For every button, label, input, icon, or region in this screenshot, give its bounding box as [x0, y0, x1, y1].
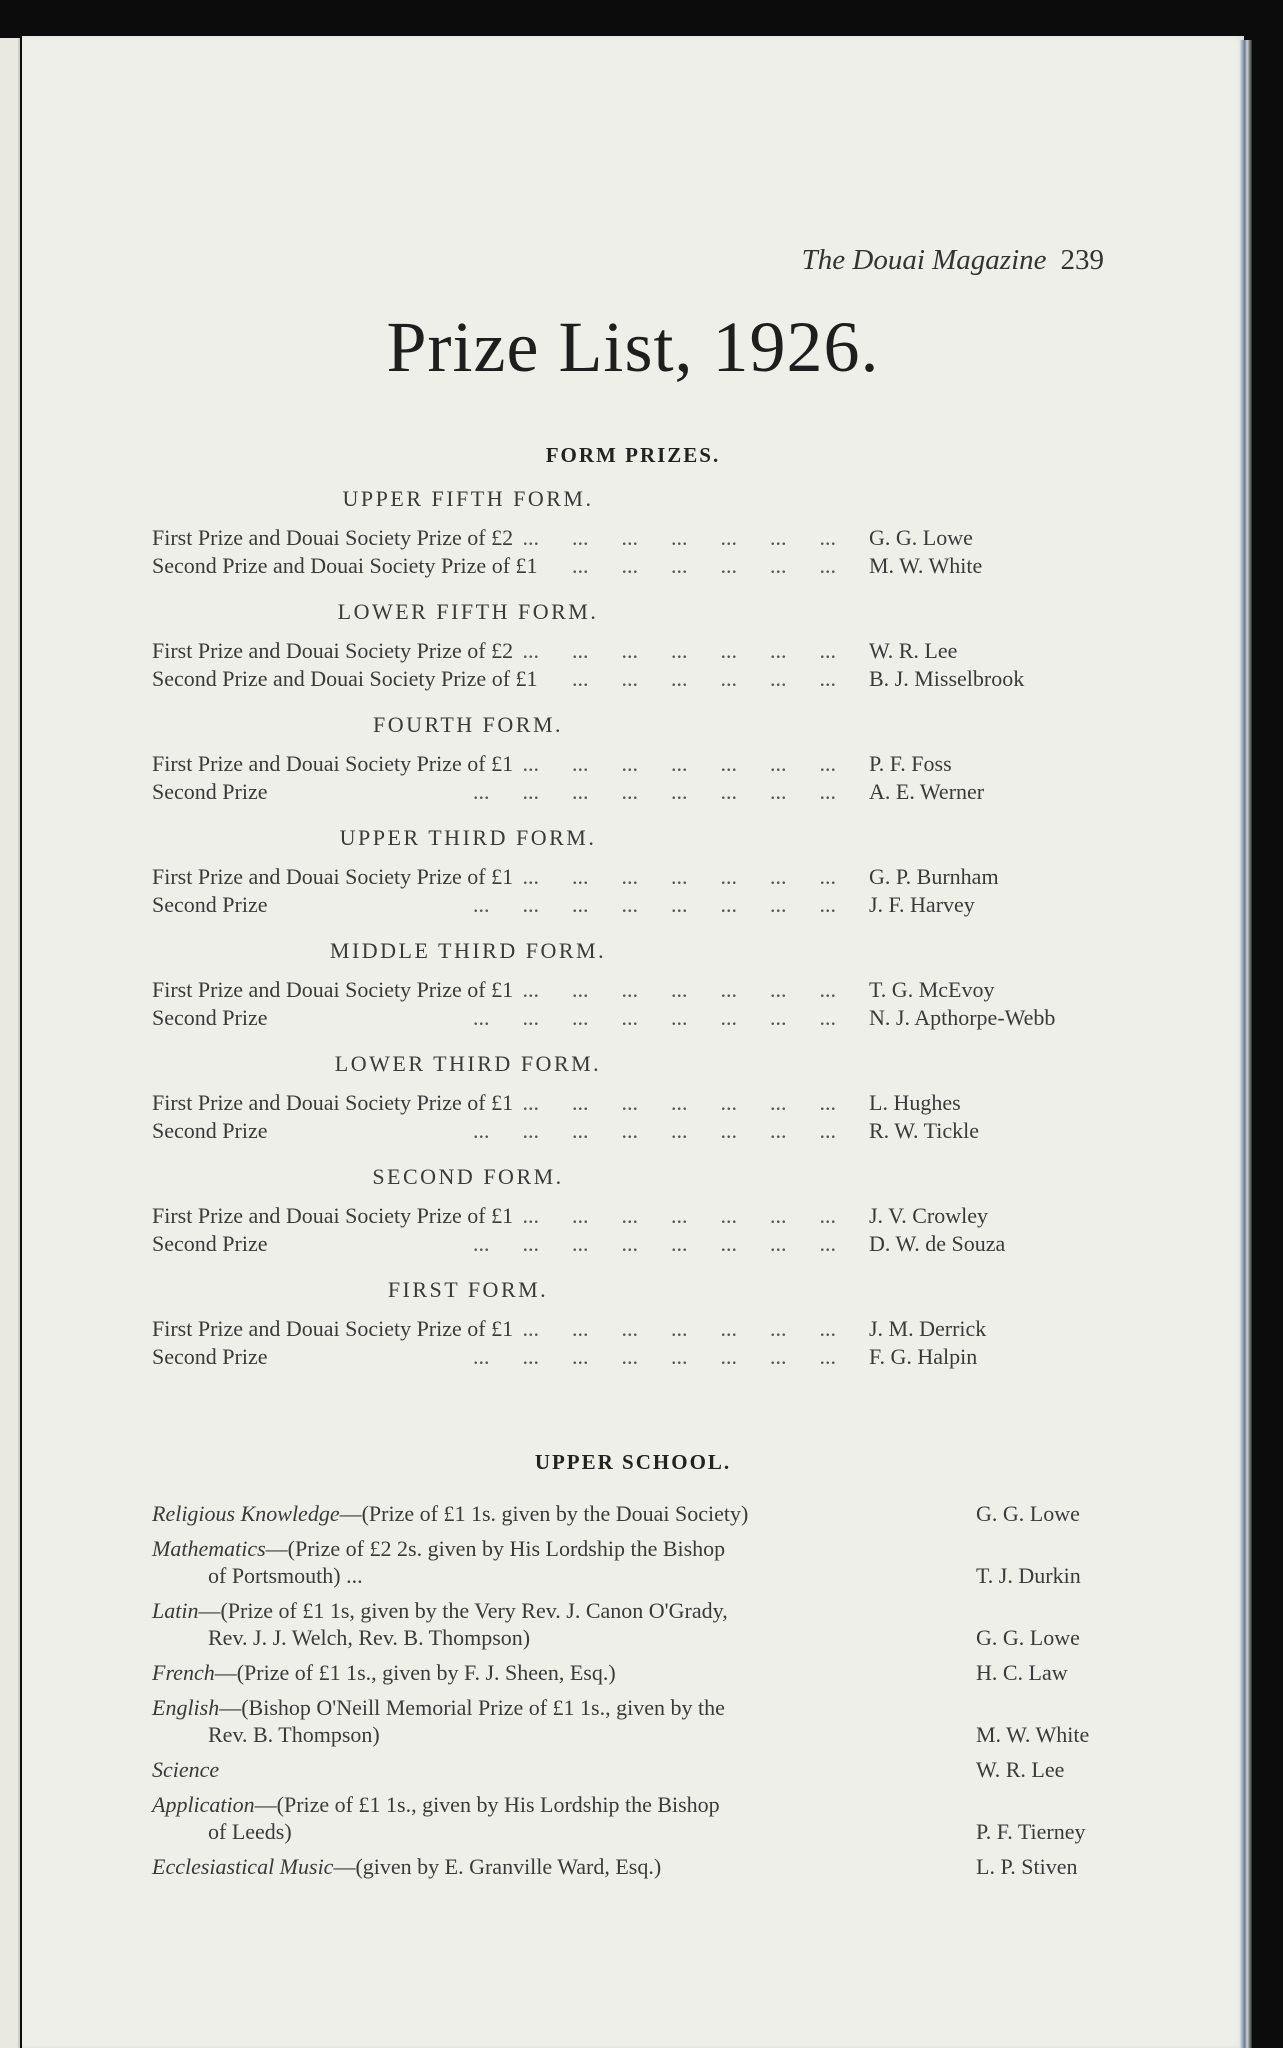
dot-leader: [513, 1315, 846, 1343]
dot-leader: [267, 1004, 846, 1032]
previous-page-edge: [0, 38, 20, 2048]
upper-school-heading: UPPER SCHOOL.: [534, 1450, 732, 1474]
dot-leader: [538, 552, 846, 580]
prize-winner: W. R. Lee: [869, 638, 958, 663]
prize-description: —(given by E. Granville Ward, Esq.): [333, 1854, 662, 1879]
prize-subject: Latin: [152, 1598, 199, 1623]
prize-description: —(Bishop O'Neill Memorial Prize of £1 1s., given by the: [219, 1695, 725, 1720]
prize-winner: J. V. Crowley: [869, 1203, 988, 1228]
prize-row: [152, 665, 1025, 693]
prize-subject: Mathematics: [152, 1536, 266, 1561]
prize-winner: G. G. Lowe: [976, 1625, 1080, 1650]
prize-subject: French: [152, 1660, 215, 1685]
form-name: LOWER THIRD FORM.: [334, 1051, 602, 1076]
upper-school-list: [152, 1500, 1152, 1888]
prize-row: [152, 524, 973, 552]
prize-description-cont: of Portsmouth) ...: [208, 1563, 363, 1588]
page-title: Prize List, 1926.: [386, 307, 880, 387]
form-name: FIRST FORM.: [387, 1277, 549, 1302]
form-name: SECOND FORM.: [372, 1164, 564, 1189]
prize-label: Second Prize: [152, 1004, 268, 1030]
prize-row: [152, 891, 975, 919]
form-section: [152, 599, 1152, 692]
prize-description-cont: Rev. B. Thompson): [208, 1722, 380, 1747]
upper-school-entry: [152, 1853, 1078, 1880]
upper-school-entry: [152, 1597, 1080, 1651]
prize-description: —(Prize of £1 1s. given by the Douai Society): [339, 1501, 749, 1526]
prize-winner: P. F. Foss: [869, 751, 952, 776]
prize-row: [152, 552, 983, 580]
entry-line: [152, 1694, 952, 1721]
prize-row: [152, 1004, 1056, 1032]
prize-label: First Prize and Douai Society Prize of £2: [152, 525, 514, 550]
entry-line: [152, 1721, 952, 1748]
prize-winner: W. R. Lee: [976, 1757, 1065, 1782]
entry-line: [152, 1535, 952, 1562]
dot-leader: [513, 637, 846, 665]
upper-school-entry: [152, 1659, 1068, 1686]
running-header: [802, 244, 1104, 277]
prize-winner: G. P. Burnham: [869, 864, 999, 889]
entry-line: [152, 1562, 952, 1589]
page: [22, 36, 1244, 2048]
prize-row: [152, 1202, 988, 1230]
prize-label: Second Prize and Douai Society Prize of £1: [152, 665, 538, 691]
prize-subject: English: [152, 1695, 220, 1720]
dot-leader: [267, 778, 846, 806]
form-section: [152, 1051, 1152, 1144]
form-section: [152, 1277, 1152, 1370]
upper-school-entry: [152, 1535, 1081, 1589]
prize-winner: G. G. Lowe: [869, 525, 973, 550]
prize-label: Second Prize: [152, 778, 268, 804]
prize-description: —(Prize of £1 1s, given by the Very Rev. J. Canon O'Grady,: [198, 1598, 728, 1623]
dot-leader: [267, 1230, 846, 1258]
prize-winner: D. W. de Souza: [869, 1230, 1006, 1256]
prize-winner: P. F. Tierney: [976, 1819, 1086, 1844]
prize-label: Second Prize: [152, 1343, 268, 1369]
prize-winner: J. M. Derrick: [869, 1316, 987, 1341]
prize-winner: A. E. Werner: [869, 778, 985, 804]
prize-subject: Religious Knowledge: [152, 1501, 340, 1526]
prize-winner: T. G. McEvoy: [869, 977, 995, 1002]
dot-leader: [513, 1089, 846, 1117]
prize-label: First Prize and Douai Society Prize of £1: [152, 864, 514, 889]
prize-subject: Science: [152, 1757, 220, 1782]
form-name: MIDDLE THIRD FORM.: [329, 938, 607, 963]
form-name: LOWER FIFTH FORM.: [337, 599, 599, 624]
prize-winner: R. W. Tickle: [869, 1117, 980, 1143]
dot-leader: [267, 1117, 846, 1145]
entry-line: [152, 1597, 952, 1624]
entry-line: [152, 1659, 952, 1686]
form-prizes-heading: FORM PRIZES.: [545, 443, 721, 467]
entry-line: [152, 1791, 952, 1818]
prize-row: [152, 778, 985, 806]
prize-label: Second Prize: [152, 1117, 268, 1143]
prize-row: [152, 1230, 1006, 1258]
prize-subject: Application: [152, 1792, 255, 1817]
form-section: [152, 486, 1152, 579]
form-name: UPPER FIFTH FORM.: [342, 486, 594, 511]
dot-leader: [538, 665, 846, 693]
upper-school-entry: [152, 1500, 1080, 1527]
prize-label: First Prize and Douai Society Prize of £1: [152, 1090, 514, 1115]
prize-row: [152, 1117, 980, 1145]
prize-row: [152, 976, 995, 1004]
prize-winner: B. J. Misselbrook: [869, 665, 1025, 691]
prize-row: [152, 1343, 978, 1371]
form-section: [152, 712, 1152, 805]
prize-description: —(Prize of £1 1s., given by His Lordship the Bishop: [254, 1792, 720, 1817]
dot-leader: [513, 863, 846, 891]
prize-winner: M. W. White: [869, 552, 983, 578]
book-edge: [1240, 40, 1252, 2048]
form-section: [152, 825, 1152, 918]
prize-row: [152, 637, 958, 665]
prize-description: —(Prize of £2 2s. given by His Lordship the Bishop: [265, 1536, 726, 1561]
form-section: [152, 1164, 1152, 1257]
entry-line: [152, 1853, 952, 1880]
prize-label: Second Prize: [152, 1230, 268, 1256]
page-number: 239: [1060, 244, 1104, 276]
prize-winner: L. P. Stiven: [976, 1854, 1078, 1879]
prize-winner: M. W. White: [976, 1722, 1090, 1747]
prize-description-cont: Rev. J. J. Welch, Rev. B. Thompson): [208, 1625, 531, 1650]
prize-label: First Prize and Douai Society Prize of £1: [152, 751, 514, 776]
upper-school-entry: [152, 1791, 1086, 1845]
dot-leader: [513, 750, 846, 778]
form-prizes-list: [152, 486, 1152, 1390]
entry-line: [152, 1818, 952, 1845]
prize-description: —(Prize of £1 1s., given by F. J. Sheen, Esq.): [214, 1660, 616, 1685]
dot-leader: [267, 1343, 846, 1371]
prize-winner: J. F. Harvey: [869, 891, 975, 917]
prize-winner: H. C. Law: [976, 1660, 1068, 1685]
prize-winner: F. G. Halpin: [869, 1343, 978, 1369]
dot-leader: [513, 524, 846, 552]
prize-winner: G. G. Lowe: [976, 1501, 1080, 1526]
dot-leader: [267, 891, 846, 919]
upper-school-entry: [152, 1756, 1065, 1783]
prize-label: Second Prize and Douai Society Prize of £1: [152, 552, 538, 578]
dot-leader: [513, 1202, 846, 1230]
prize-label: First Prize and Douai Society Prize of £1: [152, 977, 514, 1002]
prize-subject: Ecclesiastical Music: [152, 1854, 334, 1879]
prize-winner: T. J. Durkin: [976, 1563, 1081, 1588]
prize-label: First Prize and Douai Society Prize of £2: [152, 638, 514, 663]
prize-row: [152, 750, 952, 778]
magazine-name: The Douai Magazine: [801, 244, 1047, 276]
entry-line: [152, 1624, 952, 1651]
entry-line: [152, 1500, 952, 1527]
dot-leader: [513, 976, 846, 1004]
form-name: UPPER THIRD FORM.: [339, 825, 597, 850]
prize-label: Second Prize: [152, 891, 268, 917]
prize-row: [152, 1315, 987, 1343]
prize-label: First Prize and Douai Society Prize of £1: [152, 1203, 514, 1228]
prize-winner: N. J. Apthorpe-Webb: [869, 1004, 1056, 1030]
prize-label: First Prize and Douai Society Prize of £1: [152, 1316, 514, 1341]
prize-description-cont: of Leeds): [208, 1819, 292, 1844]
upper-school-entry: [152, 1694, 1090, 1748]
form-name: FOURTH FORM.: [372, 712, 564, 737]
form-section: [152, 938, 1152, 1031]
prize-row: [152, 1089, 961, 1117]
entry-line: [152, 1756, 952, 1783]
prize-winner: L. Hughes: [869, 1090, 961, 1115]
prize-row: [152, 863, 999, 891]
